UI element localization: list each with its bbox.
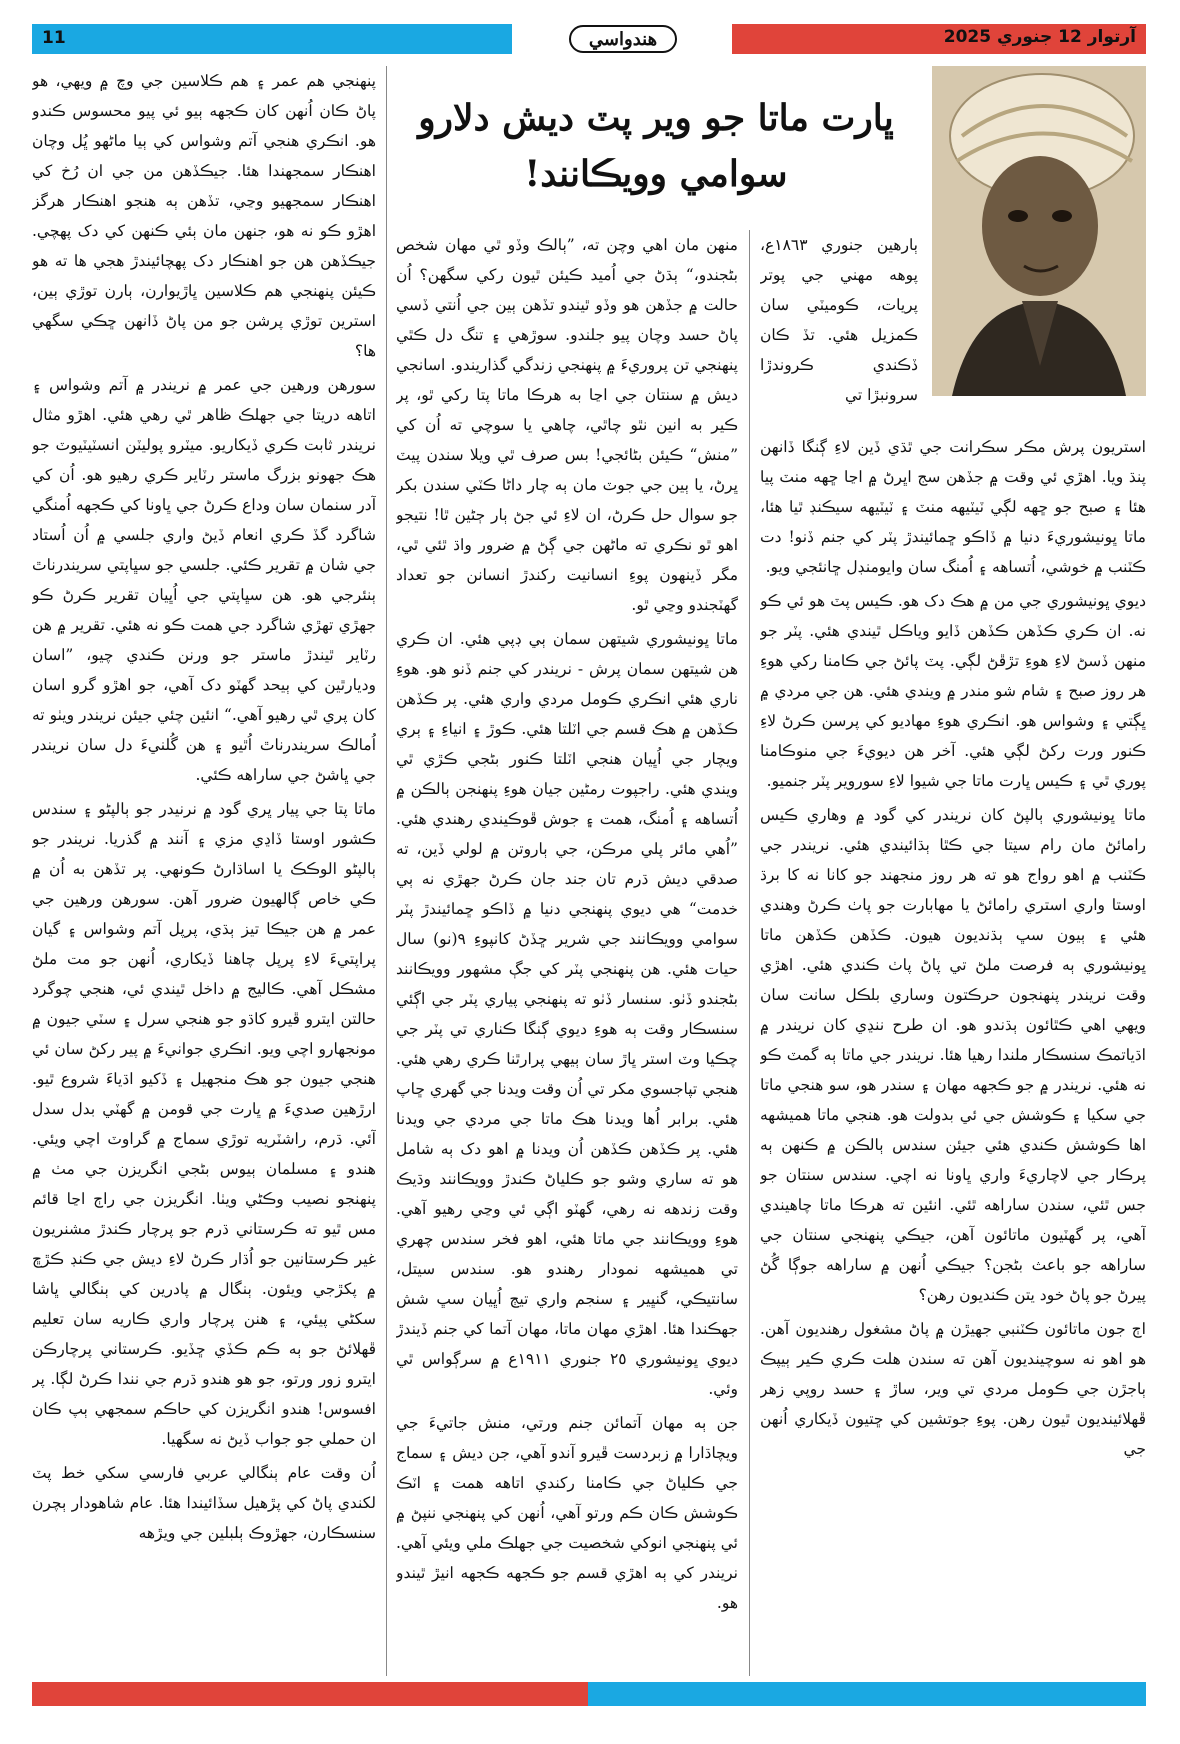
column-middle: [396, 230, 738, 1676]
column-right: [760, 432, 1146, 1676]
page-number: 11: [42, 28, 66, 48]
paragraph: استريون پرش مڪر سڪرانت جي ٿڌي ڏين لاءِ ڳنگا ڏانهن پنڌ ويا. اهڙي ئي وقت ۾ جڏهن سج اڀرڻ ۾ اڃا ڇهه منٽ پيا هئا ۽ صبح جو ڇهه لڳي ٽيٽيهه منٽ ۽ ٽيٽيهه سيڪنڊ ٿيا هئا، ماتا ڀونيشوريءَ دنيا ۾ ڏاڪو ڇمائيندڙ پٽر کي جنم ڏنو! دت ڪٽنب ۾ خوشي، اُتساهه ۽ اُمنگ سان وايومنڊل ڇانئجي ويو.: [760, 438, 1146, 576]
paragraph: منهن مان اهي وچن ته، ”ٻالڪ وڏو ٿي مهان شخص بڻجندو،“ ٻڌڻ جي اُميد ڪيئن ٿيون رکي سگهن؟ اُن حالت ۾ جڏهن هو وڏو ٿيندو تڏهن ٻين جي اُنتي ڏسي پاڻ حسد وچان پيو جلندو. سوڙهي ۽ تنگ دل ڪٿي پنهنجي تن پروريءَ ۾ پنهنجي زندگي گذاريندو. اسانجي ديش ۾ سنتان جي اڃا به هرڪا ماتا پتا رکي ٿو، پر ڪير به انين نٿو چاٿي، چاهي يا سوچي ته اُن کي ”منش“ ڪيئن بڻائجي! بس صرف ٿي ويلا سندن پيٽ ڀرڻ، يا ٻين جي جوٽ مان ٻه چار داڻا ڪٽي سندن بکر جو سوال حل ڪرڻ، ان لاءِ ئي جڻ ٻار ڄڻين ٿا! نتيجو اهو ٿو نڪري ته ماڻهن جي ڳڻ ۾ ضرور واڌ ٿئي ٿي، مگر ڏينهون پوءِ انسانيت رکندڙ انسانن جو تعداد گهٽجندو وڃي ٿو.: [396, 236, 738, 614]
headline-line-1: ڀارت ماتا جو وير پٽ ديش دلارو: [418, 97, 894, 139]
paragraph: ماتا ڀونيشوري شيتهن سمان ٻي ڊپي هئي. ان ڪري هن شيتهن سمان پرش - نريندر کي جنم ڏنو هو. هوءِ ناري هئي انڪري ڪومل مردي واري هئي. پر ڪڏهن ڪڏهن ۾ هڪ قسم جي اٽلتا هئي. ڪوڙ ۽ انياءِ ۽ ٻري ويچار جي اُڀيان هنجي اٽلتا ڪنور بڻجي ڪڙي ٿي ويندي هئي. راجپوت رمڻين جيان هوءِ پنهنجن ٻالڪن ۾ اُتساهه ۽ اُمنگ، همت ۽ جوش ڦوڪيندي رهندي هئي. ”اُهي مائر پلي مرڪن، جي ٻاروتن ۾ لولي ڏين، ته صدقي ديش ڌرم تان جند جان ڪرڻ جهڙي نه ٻي خدمت“ هي ديوي پنهنجي دنيا ۾ ڏاڪو ڇمائيندڙ پٽر سوامي وويڪانند جي شرير ڇڏڻ کانپوءِ ٩(نو) سال حيات هئي. هن پنهنجي پٽر کي جڳ مشهور وويڪانند بڻجندو ڏٺو. سنسار ڏٺو ته پنهنجي پياري پٽر جي اڳئي سنسڪار وقت ٻه هوءِ ديوي ڳنگا ڪناري تي پٽر جي چڪيا وٽ استر ڀاڙ سان ٻيهي پرارٿنا ڪري رهي هئي. هنجي تپاجسوي مکر تي اُن وقت ويدنا جي گهري ڇاپ هئي. برابر اُها ويدنا هڪ ماتا جي مردي جي ويدنا هئي. پر ڪڏهن ڪڏهن اُن ويدنا ۾ اهو دک ٻه شامل هو ته ساري وشو جو ڪلياڻ ڪندڙ وويڪانند وڌيڪ وقت زندهه نه رهي، گهٽو اڳي ئي وڃي رهيو آهي. هوءِ وويڪانند جي ماتا هئي، اهو فخر سندس چهري تي هميشهه نمودار رهندو هو. سندس سيتل، سانتيڪي، گنڀير ۽ سنجم واري تيڄ اُڀيان سڀ شش جهڪندا هئا. اهڙي مهان ماتا، مهان آتما کي جنم ڏيندڙ ديوي ڀونيشوري ٢٥ جنوري ١٩١١ع ۾ سرڳواس ٿي وئي.: [396, 630, 738, 1398]
masthead-title: هندواسي: [569, 25, 677, 53]
masthead: [516, 24, 730, 54]
top-bar-blue-segment: [32, 24, 512, 54]
bottom-bar: [32, 1682, 1146, 1706]
top-bar-red-segment: [732, 24, 1146, 54]
top-bar: [32, 24, 1146, 54]
paragraph: جن ٻه مهان آتمائن جنم ورتي، منش جاتيءَ جي ويچاڌارا ۾ زبردست ڦيرو آندو آهي، جن ديش ۽ سماج جي ڪلياڻ جي ڪامنا رکندي اتاهه همت ۽ اٽڪ ڪوشش ڪان ڪم ورتو آهي، اُنهن کي پنهنجي ننپڻ ۾ ئي پنهنجي انوکي شخصيت جي جهلڪ ملي ويئي آهي. نريندر کي ٻه اهڙي قسم جو ڪجهه ڪجهه انيڙ ٿيندو هو.: [396, 1414, 738, 1612]
column-left: [32, 66, 376, 1676]
portrait-photo: [932, 66, 1146, 396]
paragraph: ماتا ڀونيشوري ٻالپڻ کان نريندر کي گود ۾ وهاري ڪيس رامائڻ مان رام سيتا جي ڪٿا ٻڌائيندي هئي. نريندر جي ڪٽنب ۾ اهو رواج هو ته هر روز منجهند جو کانا نه کا برڌ اوستا واري استري رامائڻ يا مهابارت جو پاٺ ڪرڻ وهندي هئي ۽ ٻيون سڀ ٻڌنديون هيون. ڪڏهن ڪڏهن ماتا ڀونيشوري ٻه فرصت ملڻ تي پاڻ پاٺ ڪندي هئي. اهڙي وقت نريندر پنهنجون حرڪتون وساري بلڪل سانت سان ويهي اهي ڪٿائون ٻڌندو هو. ان طرح ننڍي کان نريندر ۾ اڌياتمڪ سنسڪار ملندا رهيا هئا. نريندر جي ماتا ٻه گمٽ ڪو نه هئي. نريندر ۾ جو ڪجهه مهان ۽ سندر هو، سو هنجي ماتا جي سکيا ۽ ڪوشش جي ئي بدولت هو. هنجي ماتا هميشهه اها ڪوشش ڪندي هئي جيئن سندس ٻالڪن ۾ ڪنهن ٻه پرڪار جي لاچاريءَ واري ڀاونا نه اچي. سندس سنتان جو جس ٿئي، سندن ساراهه ٿئي. انئين ته هرڪا ماتا چاهيندي آهي، پر گهٽيون ماتائون آهن، جيڪي پنهنجي سنتان جي ساراهه جو باعث بڻجن؟ جيڪي اُنهن ۾ ساراهه جوڳا گُڻ پيرڻ جو پاڻ خود يتن ڪنديون رهن؟: [760, 806, 1146, 1304]
paragraph: اڄ جون ماتائون ڪٽنبي جهيڙن ۾ پاڻ مشغول رهنديون آهن. هو اهو نه سوچينديون آهن ته سندن هلت ڪري ڪير ٻيپڪ ٻاجڙن جي ڪومل مردي تي وير، ساڙ ۽ حسد روپي زهر ڦهلائينديون ٿيون رهن. پوءِ جوتشين کي ڇتيون ڏيکاري اُنهن جي: [760, 1320, 1146, 1458]
bottom-bar-blue-segment: [588, 1682, 1146, 1706]
paragraph: ديوي ڀونيشوري جي من ۾ هڪ دک هو. ڪيس پٽ هو ئي ڪو نه. ان ڪري ڪڏهن ڪڏهن ڏايو وياڪل ٿيندي هئي. پٽر جو منهن ڏسڻ لاءِ هوءِ تڙڦڻ لڳي. پٽ پائڻ جي ڪامنا رکي هوءِ هر روز صبح ۽ شام شو مندر ۾ ويندي هئي. هن جي مردي ۾ ڀڳتي ۽ وشواس هو. انڪري هوءِ مهاديو کي پرسن ڪرڻ لاءِ ڪنور ورت رکڻ لڳي هئي. آخر هن ديويءَ جي منوڪامنا پوري ٿي ۽ ڪيس ڀارت ماتا جي شيوا لاءِ سوروير پٽر جنميو.: [760, 592, 1146, 790]
headline-line-2: سوامي وويڪانند!: [524, 153, 788, 195]
paragraph: اُن وقت عام ٻنگالي عربي فارسي سکي خط پٽ لکندي پاڻ کي پڙهيل سڏائيندا هئا. عام شاهودار ٻچرن سنسڪارن، جهڙوڪ ٻلبلين جي ويڙهه: [32, 1464, 376, 1542]
paragraph: ماتا پتا جي پيار ڀري گود ۾ نرنيدر جو ٻالپڻو ۽ سندس ڪشور اوستا ڏاڍي مزي ۽ آنند ۾ گذريا. نريندر جو ٻالپڻو الوڪڪ يا اساڌارڻ ڪونهي. پر تڏهن به اُن ۾ ڪي خاص ڳالهيون ضرور آهن. سورهن ورهين جي عمر ۾ هن جيڪا تيز ٻڌي، پرپل آتم وشواس ۽ گيان پراپتيءَ لاءِ پرپل چاهنا ڏيکاري، اُنهن جو مت ملڻ مشڪل آهي. ڪاليج ۾ داخل ٿيندي ئي، هنجي چوگرد حالتن ايترو ڦيرو کاڌو جو هنجي سرل ۽ سٽي جيون ۾ مونجهارو اچي ويو. انڪري جوانيءَ ۾ پير رکڻ سان ئي هنجي جيون جو هڪ منجهيل ۽ ڏکيو اڌياءَ شروع ٿيو. ارڙهين صديءَ ۾ ڀارت جي قومن ۾ گهٽي بدل سدل آئي. ڌرم، راشٽريه توڙي سماج ۾ گراوٽ اچي ويئي. هندو ۽ مسلمان ٻيوس بڻجي انگريزن جي مٺ ۾ پنهنجو نصيب وڪڻي ويٺا. انگريزن جي راڄ اڃا قائم مس ٿيو ته ڪرستاني ڌرم جو پرچار ڪندڙ مشنريون غير ڪرستانين جو اُڌار ڪرڻ لاءِ ديش جي ڪنڊ ڪڙڇ ۾ پکڙجي ويئون. ٻنگال ۾ پادرين کي ٻنگالي ڀاشا سکڻي پيئي، ۽ هنن پرچار واري ڪاريه سان تعليم ڦهلائڻ جو ٻه ڪم ڪڏي ڇڏيو. ڪرستاني پرچارڪن ايترو زور ورتو، جو هو هندو ڌرم جي نندا ڪرڻ لڳا. پر افسوس! هندو انگريزن کي حاڪم سمجهي ٻپ ڪان ان حملي جو جواب ڏيڻ نه سگهيا.: [32, 800, 376, 1448]
intro-text: ٻارهين جنوري ١٨٦٣ع، پوهه مهني جي پوتر پريات، ڪوميٽي سان ڪمزيل هئي. تڏ ڪان ڏڪندي ڪروندڙا سرونبڙا تي: [760, 236, 918, 404]
portrait-illustration: [932, 66, 1146, 396]
column-divider: [749, 230, 750, 1676]
issue-date: آرتوار 12 جنوري 2025: [943, 27, 1136, 47]
paragraph: پنهنجي هم عمر ۽ هم ڪلاسين جي وچ ۾ ويهي، هو پاڻ ڪان اُنهن کان ڪجهه ٻيو ئي پيو محسوس ڪندو هو. انڪري هنجي آتم وشواس کي ٻيا ماڻهو ڀُل وچان اهنڪار سمجهندا هئا. جيڪڏهن من جي ان رُخ کي اهنڪار سمجهيو وڃي، تڏهن ٻه هنجو اهنڪار هرگز اهڙو ڪو نه هو، جنهن مان ٻئي ڪنهن کي دک پهچي. جيڪڏهن هن جو اهنڪار دک پهچائيندڙ هجي ها ته هو ڪيئن پنهنجي هم ڪلاسين ڀاڙيوارن، ٻارن توڙي ٻين، استرين توڙي پرشن جو من پاڻ ڏانهن ڇڪي سگهي ها؟: [32, 72, 376, 360]
column-divider: [386, 66, 387, 1676]
paragraph: سورهن ورهين جي عمر ۾ نريندر ۾ آتم وشواس ۽ اتاهه دريتا جي جهلڪ ظاهر ٿي رهي هئي. اهڙو مثال نريندر ثابت ڪري ڏيکاريو. ميٽرو پوليٽن انسٽيٽيوٽ جو هڪ جهونو بزرگ ماستر رٽاير ڪري رهيو هو. اُن کي آدر سنمان سان وداع ڪرڻ جي ڀاونا کي ڪجهه اُمنگي شاگرد گڏ ڪري انعام ڏيڻ واري جلسي ۾ اُن اُستاد جي شان ۾ تقرير ڪئي. جلسي جو سڀاپتي سريندرناٿ ٻنئرجي هو. هن سڀاپتي جي اُڀيان تقرير ڪرڻ ڪو جهڙي تهڙي شاگرد جي همت ڪو نه هئي. تقرير ۾ هن رٽاير ٿيندڙ ماستر جو ورنن ڪندي چيو، ”اسان وديارٿين کي ٻيحد گهٽو دک آهي، جو اهڙو گرو اسان کان پري ٿي رهيو آهي.“ انئين چئي جيئن نريندر ويٺو ته اُمالڪ سريندرناٿ اُٿيو ۽ هن گُلنيءَ دل سان نريندر جي ڀاشڻ جي ساراهه ڪئي.: [32, 376, 376, 784]
article-headline: [396, 90, 916, 202]
bottom-bar-red-segment: [32, 1682, 588, 1706]
